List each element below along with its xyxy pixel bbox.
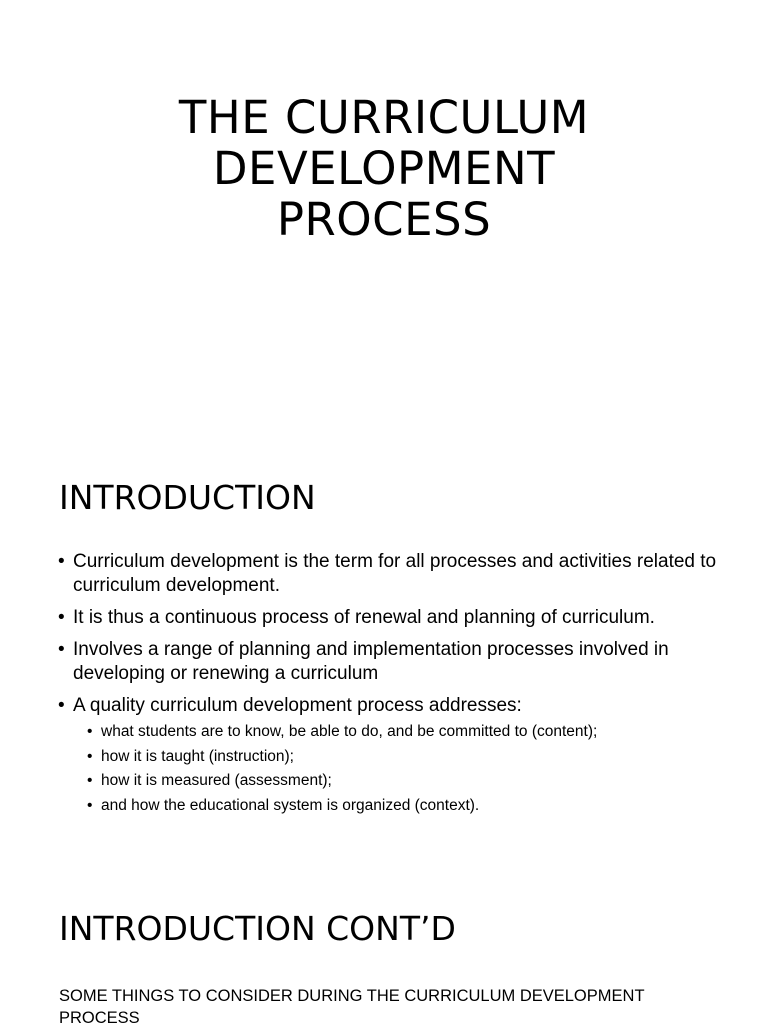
sub-bullet-text: what students are to know, be able to do, and be committed to (content); (101, 723, 598, 740)
introduction-contd-heading: INTRODUCTION CONT’D (59, 909, 456, 948)
bullet-dot-icon: • (58, 639, 65, 660)
sub-bullet-item (87, 796, 718, 816)
presentation-title (0, 92, 768, 245)
title-line-1: THE CURRICULUM (178, 91, 590, 145)
sub-bullet-dot-icon: • (87, 796, 93, 814)
bullet-item (58, 638, 718, 686)
bullet-dot-icon: • (58, 695, 65, 716)
sub-bullet-item (87, 747, 718, 767)
bullet-item (58, 550, 718, 598)
title-line-2: DEVELOPMENT (212, 142, 556, 196)
sub-bullet-text: and how the educational system is organized (context). (101, 796, 480, 814)
bullet-text: Curriculum development is the term for all processes and activities related to curriculum development. (73, 551, 717, 596)
title-line-3: PROCESS (276, 193, 492, 247)
sub-bullet-text: how it is measured (assessment); (101, 772, 332, 789)
introduction-heading: INTRODUCTION (59, 478, 316, 517)
bullet-text: Involves a range of planning and implementation processes involved in developing or renewing a curriculum (73, 639, 669, 684)
bullet-text: It is thus a continuous process of renewal and planning of curriculum. (73, 607, 655, 628)
sub-bullet-dot-icon: • (87, 747, 93, 765)
introduction-contd-body: SOME THINGS TO CONSIDER DURING THE CURRICULUM DEVELOPMENT PROCESS (59, 987, 645, 1027)
title-slide (0, 0, 768, 432)
sub-bullet-dot-icon: • (87, 772, 93, 789)
sub-bullet-dot-icon: • (87, 723, 93, 740)
introduction-bullet-list (58, 550, 718, 824)
bullet-text: A quality curriculum development process addresses: (73, 695, 522, 716)
sub-bullet-text: how it is taught (instruction); (101, 747, 294, 765)
introduction-slide (0, 432, 768, 864)
introduction-contd-slide (0, 864, 768, 1027)
bullet-item (58, 606, 718, 630)
bullet-dot-icon: • (58, 607, 65, 628)
sub-bullet-list (73, 722, 718, 816)
sub-bullet-item (87, 771, 718, 791)
bullet-item (58, 694, 718, 816)
sub-bullet-item (87, 722, 718, 742)
bullet-dot-icon: • (58, 551, 65, 572)
